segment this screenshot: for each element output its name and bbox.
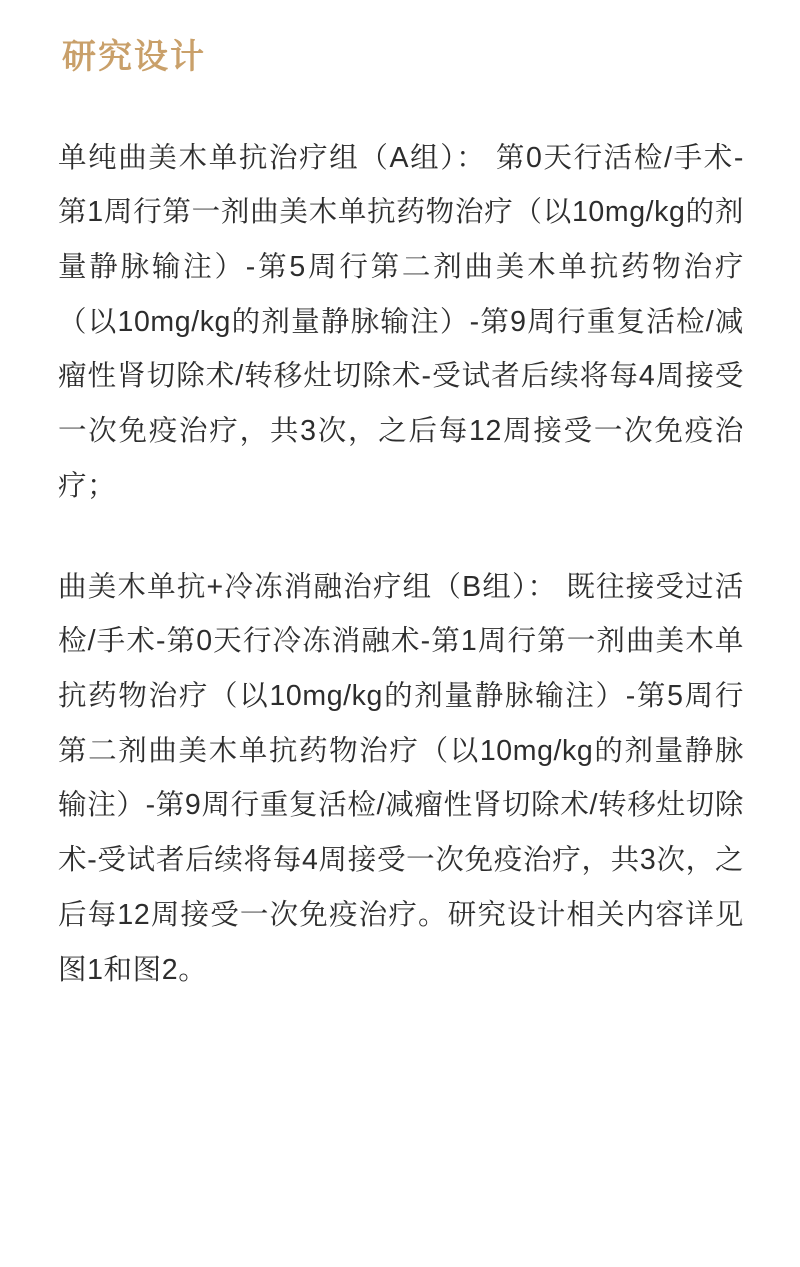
- paragraph-group-b: 曲美木单抗+冷冻消融治疗组（B组）： 既往接受过活检/手术-第0天行冷冻消融术-第1周行第一剂曲美木单抗药物治疗（以10mg/kg的剂量静脉输注）-第5周行第二剂曲美木单抗药物治疗（以10mg/kg的剂量静脉输注）-第9周行重复活检/减瘤性肾切除术/转移灶切除术-受试者后续将每4周接受一次免疫治疗，共3次，之后每12周接受一次免疫治疗。研究设计相关内容详见图1和图2。: [58, 570, 744, 986]
- page-title: 研究设计: [62, 37, 206, 77]
- paragraph-group-a: 单纯曲美木单抗治疗组（A组）： 第0天行活检/手术-第1周行第一剂曲美木单抗药物治疗（以10mg/kg的剂量静脉输注）-第5周行第二剂曲美木单抗药物治疗（以10mg/kg的剂量静脉输注）-第9周行重复活检/减瘤性肾切除术/转移灶切除术-受试者后续将每4周接受一次免疫治疗，共3次，之后每12周接受一次免疫治疗；: [58, 141, 744, 502]
